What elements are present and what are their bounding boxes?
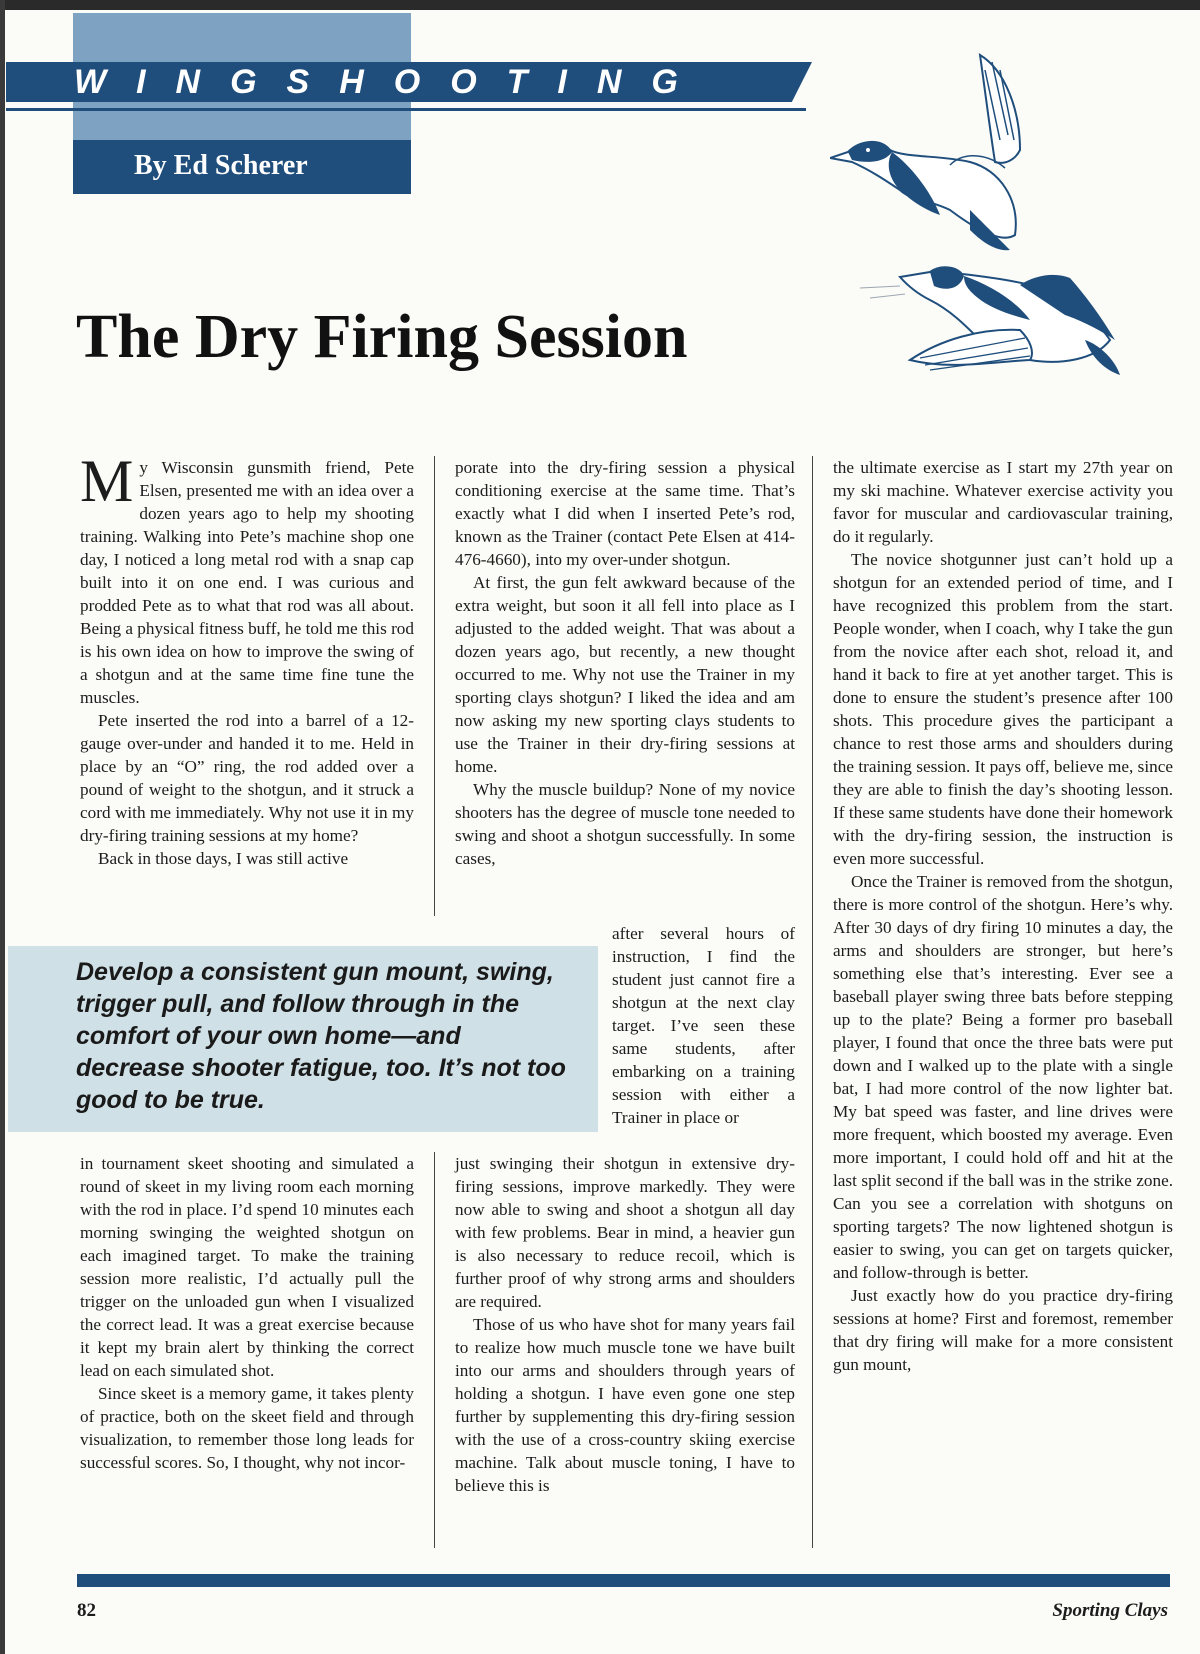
page-top-edge <box>0 0 1200 10</box>
paragraph: At first, the gun felt awkward because of the extra weight, but soon it all fell into place as I adjusted to the added weight. That was about a dozen years ago, but recently, a new thought occurred to me. Why not use the Trainer in my sporting clays shotgun? I liked the idea and am now asking my new sporting clays students to use the Trainer in their dry-firing sessions at home. <box>455 573 795 776</box>
paragraph: Once the Trainer is removed from the shotgun, there is more control of the shotgun. Here’s why. After 30 days of dry firing 10 minutes a day, the arms and shoulders are stronger, but here’s something else that’s interesting. Ever see a baseball player swing three bats before stepping up to the plate? Being a former pro baseball player, I found that once the three bats were put down and I walked up to the plate with a single bat, I had more control of the now lighter bat. My bat speed was faster, and line drives were more frequent, which boosted my average. Even more important, I could hold off and hit at the last split second if the ball was in the strike zone. Can you see a correlation with shotguns on sporting targets? The now lightened shotgun is easier to swing, you can get on targets quicker, and follow-through is better. <box>833 872 1173 1282</box>
byline: By Ed Scherer <box>134 150 308 181</box>
paragraph: just swinging their shotgun in extensive dry-firing sessions, improve markedly. They were now able to swing and shoot a shotgun all day with few problems. Bear in mind, a heavier gun is also necessary to reduce recoil, which is further proof of why strong arms and shoulders are required. <box>455 1154 795 1311</box>
column-2-top <box>455 456 795 870</box>
paragraph-2: Pete inserted the rod into a barrel of a 12-gauge over-under and handed it to me. Held in place by an “O” ring, the rod added over a pound of weight to the shotgun, and it struck a cord with me immediately. Why not use it in my dry-firing training sessions at my home? <box>80 711 414 845</box>
dropcap: M <box>80 448 134 514</box>
paragraph: Just exactly how do you practice dry-firing sessions at home? First and foremost, remember that dry firing will make for a more consistent gun mount, <box>833 1286 1173 1374</box>
column-divider <box>812 456 813 1548</box>
page-number: 82 <box>77 1600 96 1621</box>
paragraph: the ultimate exercise as I start my 27th year on my ski machine. Whatever exercise activity you favor for muscular and cardiovascular training, do it regularly. <box>833 458 1173 546</box>
paragraph-1: My Wisconsin gunsmith friend, Pete Elsen, presented me with an idea over a dozen years ago to help my shooting training. Walking into Pete’s machine shop one day, I noticed a long metal rod with a snap cap built into it on one end. I was curious and prodded Pete as to what that rod was all about. Being a physical fitness buff, he told me this rod is his own idea on how to improve the swing of a shotgun and at the same time fine tune the muscles. <box>80 448 414 707</box>
paragraph: Since skeet is a memory game, it takes plenty of practice, both on the skeet field and through visualization, to remember those long leads for successful scores. So, I thought, why not incor- <box>80 1384 414 1472</box>
paragraph: porate into the dry-firing session a physical conditioning exercise at the same time. That’s exactly what I did when I inserted Pete’s rod, known as the Trainer (contact Pete Elsen at 414-476-4660), into my over-under shotgun. <box>455 458 795 569</box>
footer-bar <box>77 1574 1170 1587</box>
paragraph: after several hours of instruction, I find the student just cannot fire a shotgun at the next clay target. I’ve seen these same students, after embarking on a training session with either a Trainer in place or <box>612 924 795 1127</box>
section-banner-label: WINGSHOOTING <box>74 63 708 101</box>
flying-mallard-ducks-icon <box>830 40 1180 400</box>
lower-duck-icon <box>860 267 1120 375</box>
pullquote: Develop a consistent gun mount, swing, trigger pull, and follow through in the comfort of your own home—and decrease shooter fatigue, too. It’s not too good to be true. <box>76 958 566 1114</box>
paragraph: Why the muscle buildup? None of my novice shooters has the degree of muscle tone needed to swing and shoot a shotgun successfully. In some cases, <box>455 780 795 868</box>
paragraph: The novice shotgunner just can’t hold up a shotgun for an extended period of time, and I have recognized this problem from the start. People wonder, when I coach, why I take the gun from the novice after each shot, reload it, and hand it back to fire at yet another target. This is done to ensure the student’s presence after 100 shots. This procedure gives the participant a chance to rest those arms and shoulders during the training session. It pays off, believe me, since they are able to finish the day’s shooting lesson. If these same students have done their homework with the dry-firing session, the instruction is even more successful. <box>833 550 1173 868</box>
upper-duck-icon <box>830 55 1020 250</box>
article-title: The Dry Firing Session <box>76 303 688 371</box>
column-1-bottom <box>80 1152 414 1474</box>
paragraph: in tournament skeet shooting and simulated a round of skeet in my living room each morning with the rod in place. I’d spend 10 minutes each morning swinging the weighted shotgun on each imagined target. To make the training session more realistic, I’d actually pull the trigger on the unloaded gun when I visualized the correct lead. It was a great exercise because it kept my brain alert by thinking the correct lead on each simulated shot. <box>80 1154 414 1380</box>
banner-underline <box>6 108 806 111</box>
column-2-wrap <box>612 922 795 1129</box>
paragraph-3: Back in those days, I was still active <box>98 849 349 868</box>
column-1-top <box>80 448 414 870</box>
column-divider <box>434 1152 435 1548</box>
column-2-bottom <box>455 1152 795 1497</box>
paragraph: Those of us who have shot for many years fail to realize how much muscle tone we have built into our arms and shoulders through years of holding a shotgun. I have even gone one step further by supplementing this dry-firing session with the use of a cross-country skiing exercise machine. Talk about muscle toning, I have to believe this is <box>455 1315 795 1495</box>
column-divider <box>434 456 435 916</box>
column-3 <box>833 456 1173 1376</box>
publication-name: Sporting Clays <box>1052 1600 1168 1621</box>
page-left-edge <box>0 0 5 1654</box>
